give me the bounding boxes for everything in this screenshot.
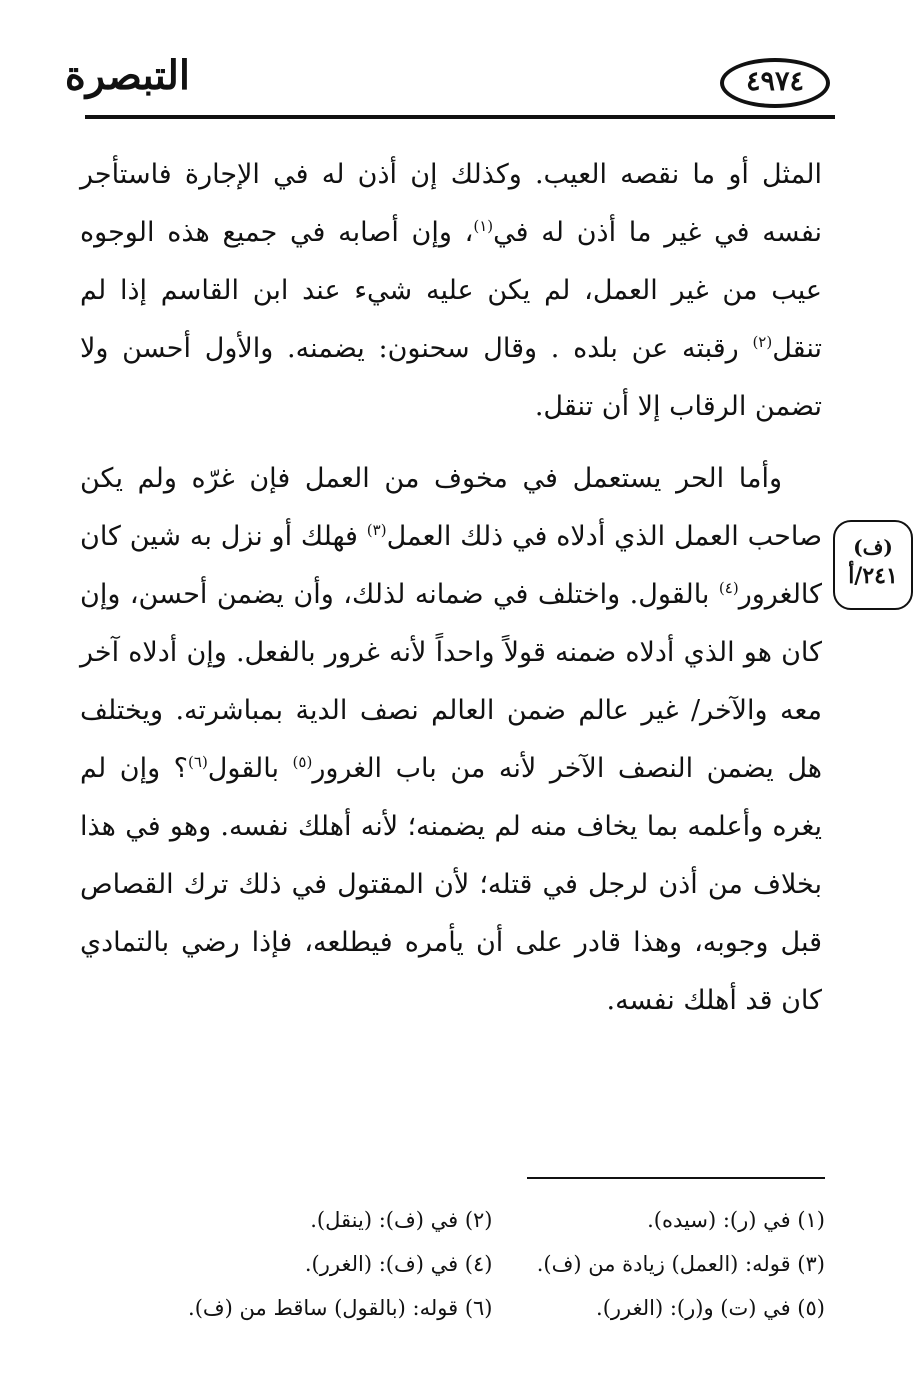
text-run: بالقول. واختلف في ضمانه لذلك، وأن يضمن أحسن، وإن كان هو الذي أدلاه ضمنه قولاً واحداً لأنه غرور بالفعل. وإن أدلاه آخر معه والآخر/ غير عالم ضمن العالم نصف الدية بمباشرته. ويختلف هل يضمن النصف الآخر لأنه من باب الغرور bbox=[80, 579, 823, 784]
footnote-4: (٤) في (ف): (الغرر). bbox=[304, 1252, 493, 1276]
text-run: ؟ وإن لم يغره وأعلمه بما يخاف منه لم يضمنه؛ لأنه أهلك نفسه. وهو في هذا بخلاف من أذن لرجل في قتله؛ لأن المقتول في ذلك ترك القصاص قبل وجوبه، وهذا قادر على أن يأمره فيطلعه، فإذا رضي بالتمادي كان قد أهلك نفسه. bbox=[80, 753, 822, 1016]
footnote-ref-1: (١) bbox=[473, 217, 494, 235]
footnote-separator bbox=[527, 1177, 825, 1179]
footnote-row bbox=[160, 1242, 825, 1286]
margin-note-manuscript: (ف) bbox=[853, 535, 893, 559]
page-header bbox=[0, 0, 920, 130]
paragraph-2 bbox=[80, 450, 822, 1030]
footnote-ref-6: (٦) bbox=[188, 753, 208, 771]
text-run: وأما الحر يستعمل في مخوف من العمل فإن غرّه ولم يكن صاحب العمل الذي أدلاه في ذلك العمل bbox=[80, 463, 822, 552]
main-text bbox=[80, 146, 822, 1044]
footnote-ref-3: (٣) bbox=[366, 521, 387, 539]
footnote-ref-2: (٢) bbox=[752, 333, 773, 351]
text-run: بالقول bbox=[207, 753, 293, 784]
footnote-2: (٢) في (ف): (ينقل). bbox=[310, 1208, 493, 1232]
footnote-6: (٦) قوله: (بالقول) ساقط من (ف). bbox=[188, 1296, 493, 1320]
text-run: رقبته عن بلده . وقال سحنون: يضمنه. والأول أحسن ولا تضمن الرقاب إلا أن تنقل. bbox=[80, 333, 822, 422]
margin-note-folio: ٢٤١/أ bbox=[848, 563, 898, 589]
footnotes bbox=[160, 1198, 825, 1330]
footnote-row bbox=[160, 1286, 825, 1330]
paragraph-1 bbox=[80, 146, 822, 436]
footnote-row bbox=[160, 1198, 825, 1242]
footnote-5: (٥) في (ت) و(ر): (الغرر). bbox=[596, 1296, 825, 1320]
footnote-1: (١) في (ر): (سيده). bbox=[647, 1208, 825, 1232]
footnote-3: (٣) قوله: (العمل) زيادة من (ف). bbox=[536, 1252, 825, 1276]
text-run: فهلك أو نزل به شين كان كالغرور bbox=[80, 521, 822, 610]
footnote-ref-4: (٤) bbox=[718, 579, 739, 597]
book-title: التبصرة bbox=[64, 52, 190, 99]
footnote-ref-5: (٥) bbox=[292, 753, 313, 771]
text-run: ، وإن أصابه في جميع هذه الوجوه عيب من غير العمل، لم يكن عليه شيء عند ابن القاسم إذا لم تنقل bbox=[80, 217, 822, 364]
header-rule bbox=[85, 115, 835, 119]
page-number: ٤٩٧٤ bbox=[745, 66, 804, 97]
text-run: المثل أو ما نقصه العيب. وكذلك إن أذن له في الإجارة فاستأجر نفسه في غير ما أذن له في bbox=[80, 159, 822, 248]
